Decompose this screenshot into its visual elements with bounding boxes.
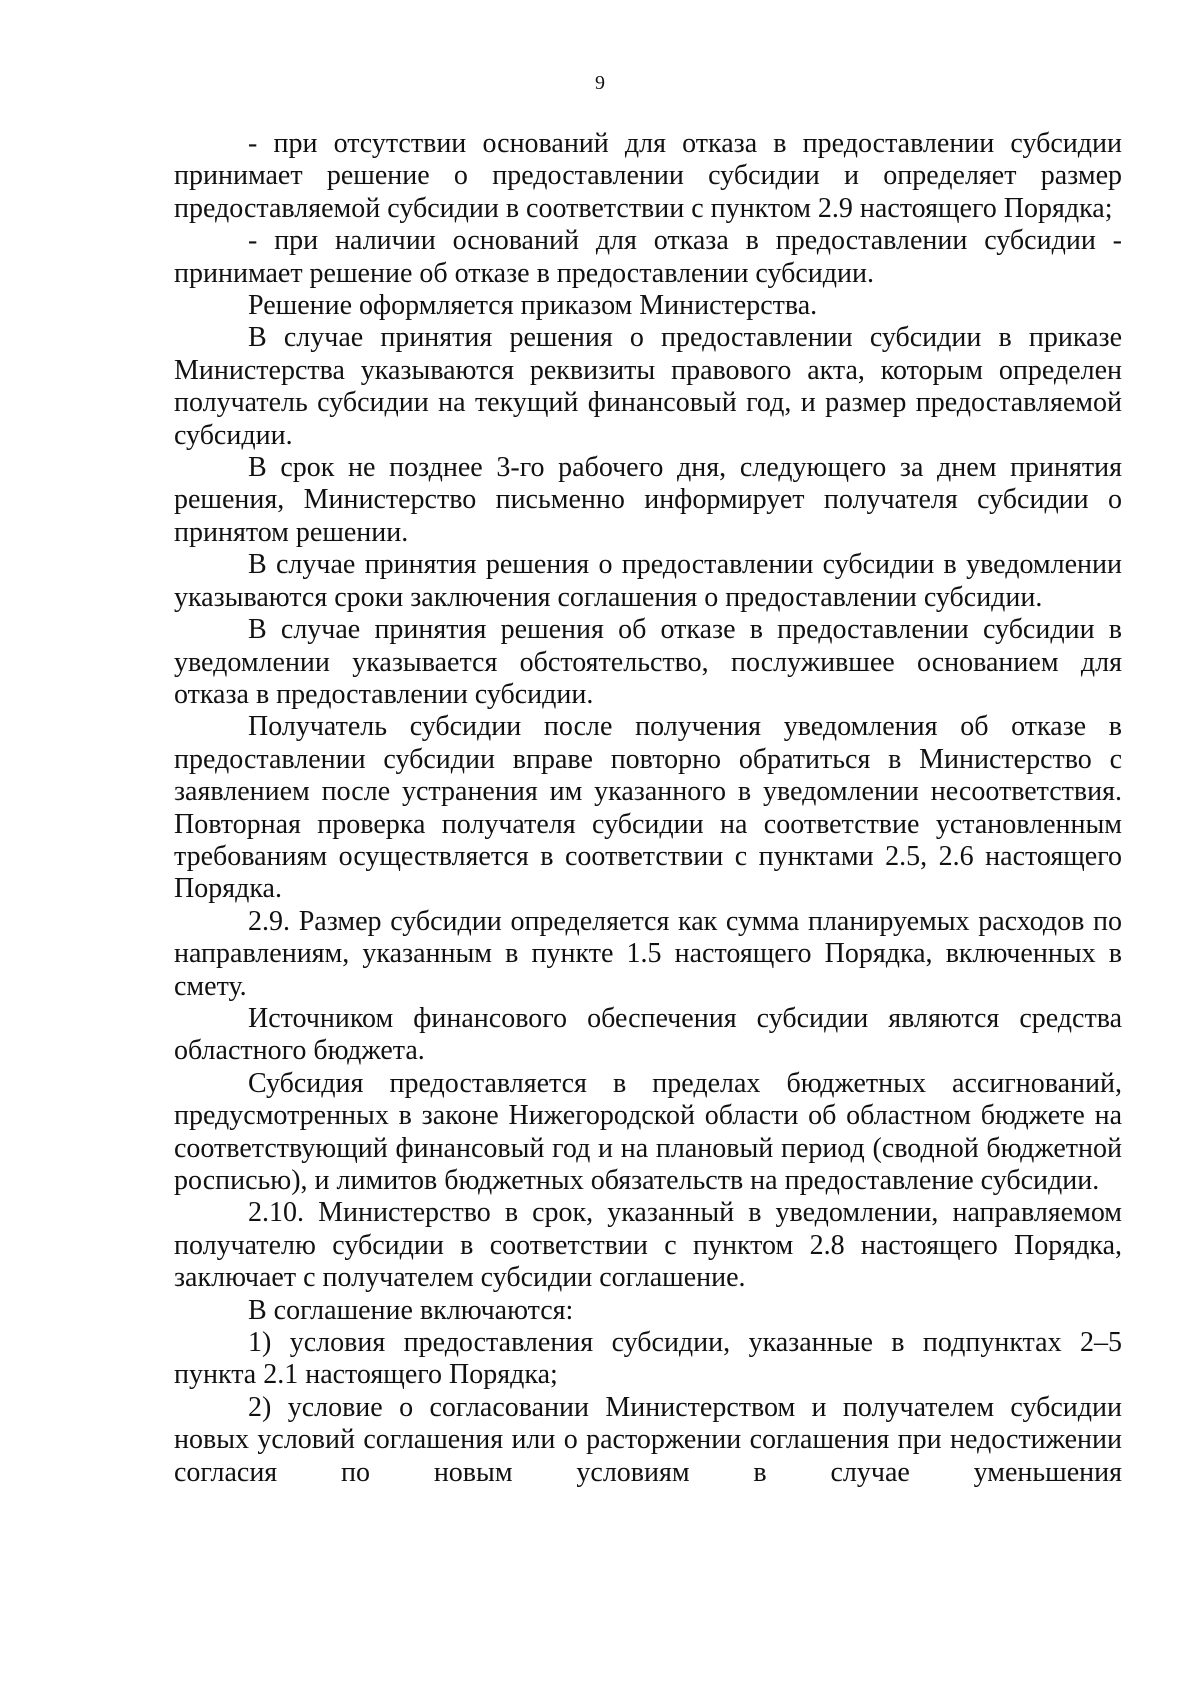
paragraph: В случае принятия решения об отказе в предоставлении субсидии в уведомлении указывается обстоятельство, послужившее основанием для отказа в предоставлении субсидии. <box>174 614 1122 710</box>
paragraph: 2.10. Министерство в срок, указанный в уведомлении, направляемом получателю субсидии в соответствии с пунктом 2.8 настоящего Порядка, заключает с получателем субсидии соглашение. <box>174 1197 1122 1294</box>
paragraph: 2) условие о согласовании Министерством и получателем субсидии новых условий соглашения или о расторжении соглашения при недостижении согласия по новым условиям в случае уменьшения <box>174 1391 1122 1488</box>
paragraph: В срок не позднее 3-го рабочего дня, следующего за днем принятия решения, Министерство письменно информирует получателя субсидии о принятом решении. <box>174 452 1122 548</box>
paragraph: Источником финансового обеспечения субсидии являются средства областного бюджета. <box>174 1002 1122 1067</box>
page-number: 9 <box>595 72 605 94</box>
paragraph: Решение оформляется приказом Министерства. <box>248 290 818 322</box>
paragraph: - при отсутствии оснований для отказа в предоставлении субсидии принимает решение о предоставлении субсидии и определяет размер предоставляемой субсидии в соответствии с пунктом 2.9 настоящего Порядка; <box>174 128 1122 224</box>
paragraph: Получатель субсидии после получения уведомления об отказе в предоставлении субсидии вправе повторно обратиться в Министерство с заявлением после устранения им указанного в уведомлении несоответствия. Повторная проверка получателя субсидии на соответствие установленным требованиям осуществляется в соответствии с пунктами 2.5, 2.6 настоящего Порядка. <box>174 711 1122 905</box>
paragraph: В соглашение включаются: <box>248 1294 574 1326</box>
paragraph: 2.9. Размер субсидии определяется как сумма планируемых расходов по направлениям, указанным в пункте 1.5 настоящего Порядка, включенных в смету. <box>174 905 1122 1002</box>
paragraph: В случае принятия решения о предоставлении субсидии в приказе Министерства указываются реквизиты правового акта, которым определен получатель субсидии на текущий финансовый год, и размер предоставляемой субсидии. <box>174 322 1122 451</box>
paragraph: Субсидия предоставляется в пределах бюджетных ассигнований, предусмотренных в законе Нижегородской области об областном бюджете на соответствующий финансовый год и на плановый период (сводной бюджетной росписью), и лимитов бюджетных обязательств на предоставление субсидии. <box>174 1067 1122 1196</box>
paragraph: В случае принятия решения о предоставлении субсидии в уведомлении указываются сроки заключения соглашения о предоставлении субсидии. <box>174 549 1122 613</box>
paragraph: 1) условия предоставления субсидии, указанные в подпунктах 2–5 пункта 2.1 настоящего Порядка; <box>174 1327 1122 1391</box>
document-body <box>174 128 1122 1489</box>
paragraph: - при наличии оснований для отказа в предоставлении субсидии - принимает решение об отказе в предоставлении субсидии. <box>174 225 1122 289</box>
